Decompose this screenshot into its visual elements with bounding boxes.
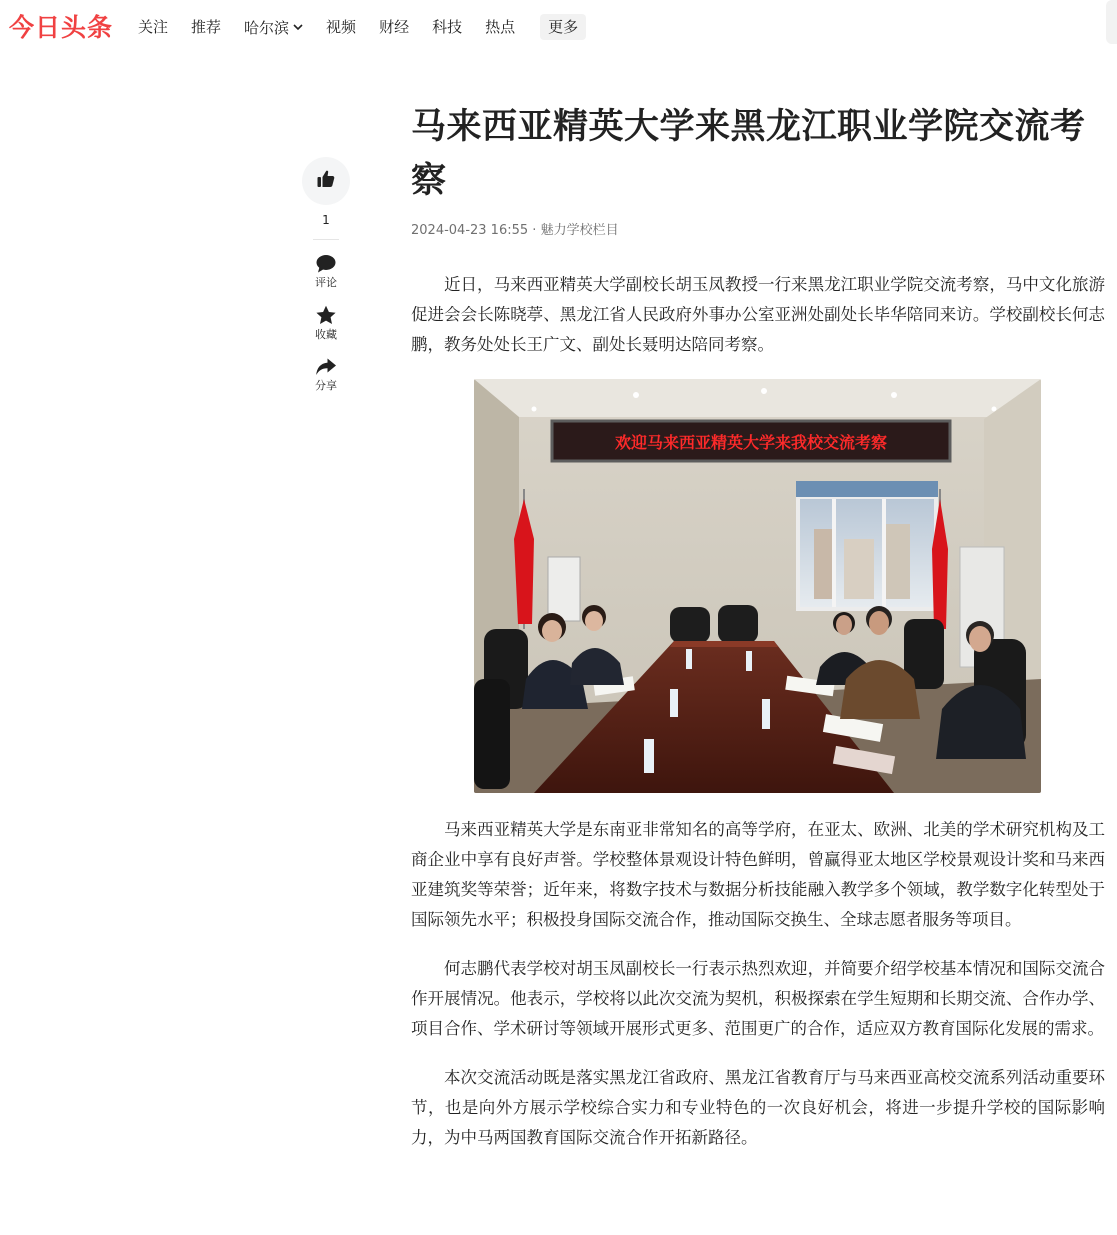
like-count: 1 <box>322 213 330 227</box>
share-icon <box>315 357 337 377</box>
publish-time: 2024-04-23 16:55 <box>411 223 529 238</box>
nav-item-hot[interactable]: 热点 <box>485 18 516 36</box>
thumbs-up-icon <box>316 169 336 193</box>
article-paragraph: 本次交流活动既是落实黑龙江省政府、黑龙江省教育厅与马来西亚高校交流系列活动重要环节，也是向外方展示学校综合实力和专业特色的一次良好机会，将进一步提升学校的国际影响力，为中马两国教育国际交流合作开拓新路径。 <box>411 1068 1105 1147</box>
article-title: 马来西亚精英大学来黑龙江职业学院交流考察 <box>411 107 1086 201</box>
user-panel-edge[interactable] <box>1106 0 1117 44</box>
comment-icon <box>315 254 337 274</box>
chevron-down-icon <box>293 14 303 38</box>
nav-item-video[interactable]: 视频 <box>326 18 357 36</box>
article-paragraph: 何志鹏代表学校对胡玉凤副校长一行表示热烈欢迎，并简要介绍学校基本情况和国际交流合作开展情况。他表示，学校将以此次交流为契机，积极探索在学生短期和长期交流、合作办学、项目合作、学术研讨等领域开展形式更多、范围更广的合作，适应双方教育国际化发展的需求。 <box>411 959 1105 1038</box>
side-divider <box>313 239 339 240</box>
article <box>411 100 1105 1172</box>
meta-separator: · <box>528 223 541 238</box>
article-source[interactable]: 魅力学校栏目 <box>540 223 619 238</box>
article-image[interactable] <box>474 379 1041 793</box>
share-button[interactable] <box>301 357 351 393</box>
star-icon <box>315 305 337 326</box>
nav-item-tech[interactable]: 科技 <box>432 18 463 36</box>
comment-button[interactable] <box>301 254 351 290</box>
nav-more-button[interactable]: 更多 <box>540 14 586 40</box>
comment-label: 评论 <box>315 276 337 289</box>
article-paragraph: 近日，马来西亚精英大学副校长胡玉凤教授一行来黑龙江职业学院交流考察，马中文化旅游促进会会长陈晓葶、黑龙江省人民政府外事办公室亚洲处副处长毕华陪同来访。学校副校长何志鹏，教务处处长王广文、副处长聂明达陪同考察。 <box>411 275 1105 354</box>
share-label: 分享 <box>315 379 337 392</box>
like-button[interactable] <box>302 157 350 205</box>
top-nav <box>0 0 1117 52</box>
collect-button[interactable] <box>301 305 351 342</box>
meeting-photo <box>474 379 1041 793</box>
nav-item-local-label: 哈尔滨 <box>244 19 290 37</box>
article-meta <box>411 222 1105 240</box>
nav-item-finance[interactable]: 财经 <box>379 18 410 36</box>
nav-item-recommend[interactable]: 推荐 <box>191 18 222 36</box>
article-body <box>411 270 1105 1153</box>
side-action-bar <box>301 157 351 408</box>
site-logo[interactable]: 今日头条 <box>9 13 114 42</box>
channel-nav <box>138 14 586 40</box>
nav-item-follow[interactable]: 关注 <box>138 18 169 36</box>
collect-label: 收藏 <box>315 328 337 341</box>
nav-item-local[interactable] <box>244 14 303 40</box>
banner-text: 欢迎马来西亚精英大学来我校交流考察 <box>614 433 888 452</box>
article-paragraph: 马来西亚精英大学是东南亚非常知名的高等学府，在亚太、欧洲、北美的学术研究机构及工商企业中享有良好声誉。学校整体景观设计特色鲜明，曾赢得亚太地区学校景观设计奖和马来西亚建筑奖等荣誉；近年来，将数字技术与数据分析技能融入教学多个领域，教学数字化转型处于国际领先水平；积极投身国际交流合作，推动国际交换生、全球志愿者服务等项目。 <box>411 820 1105 929</box>
